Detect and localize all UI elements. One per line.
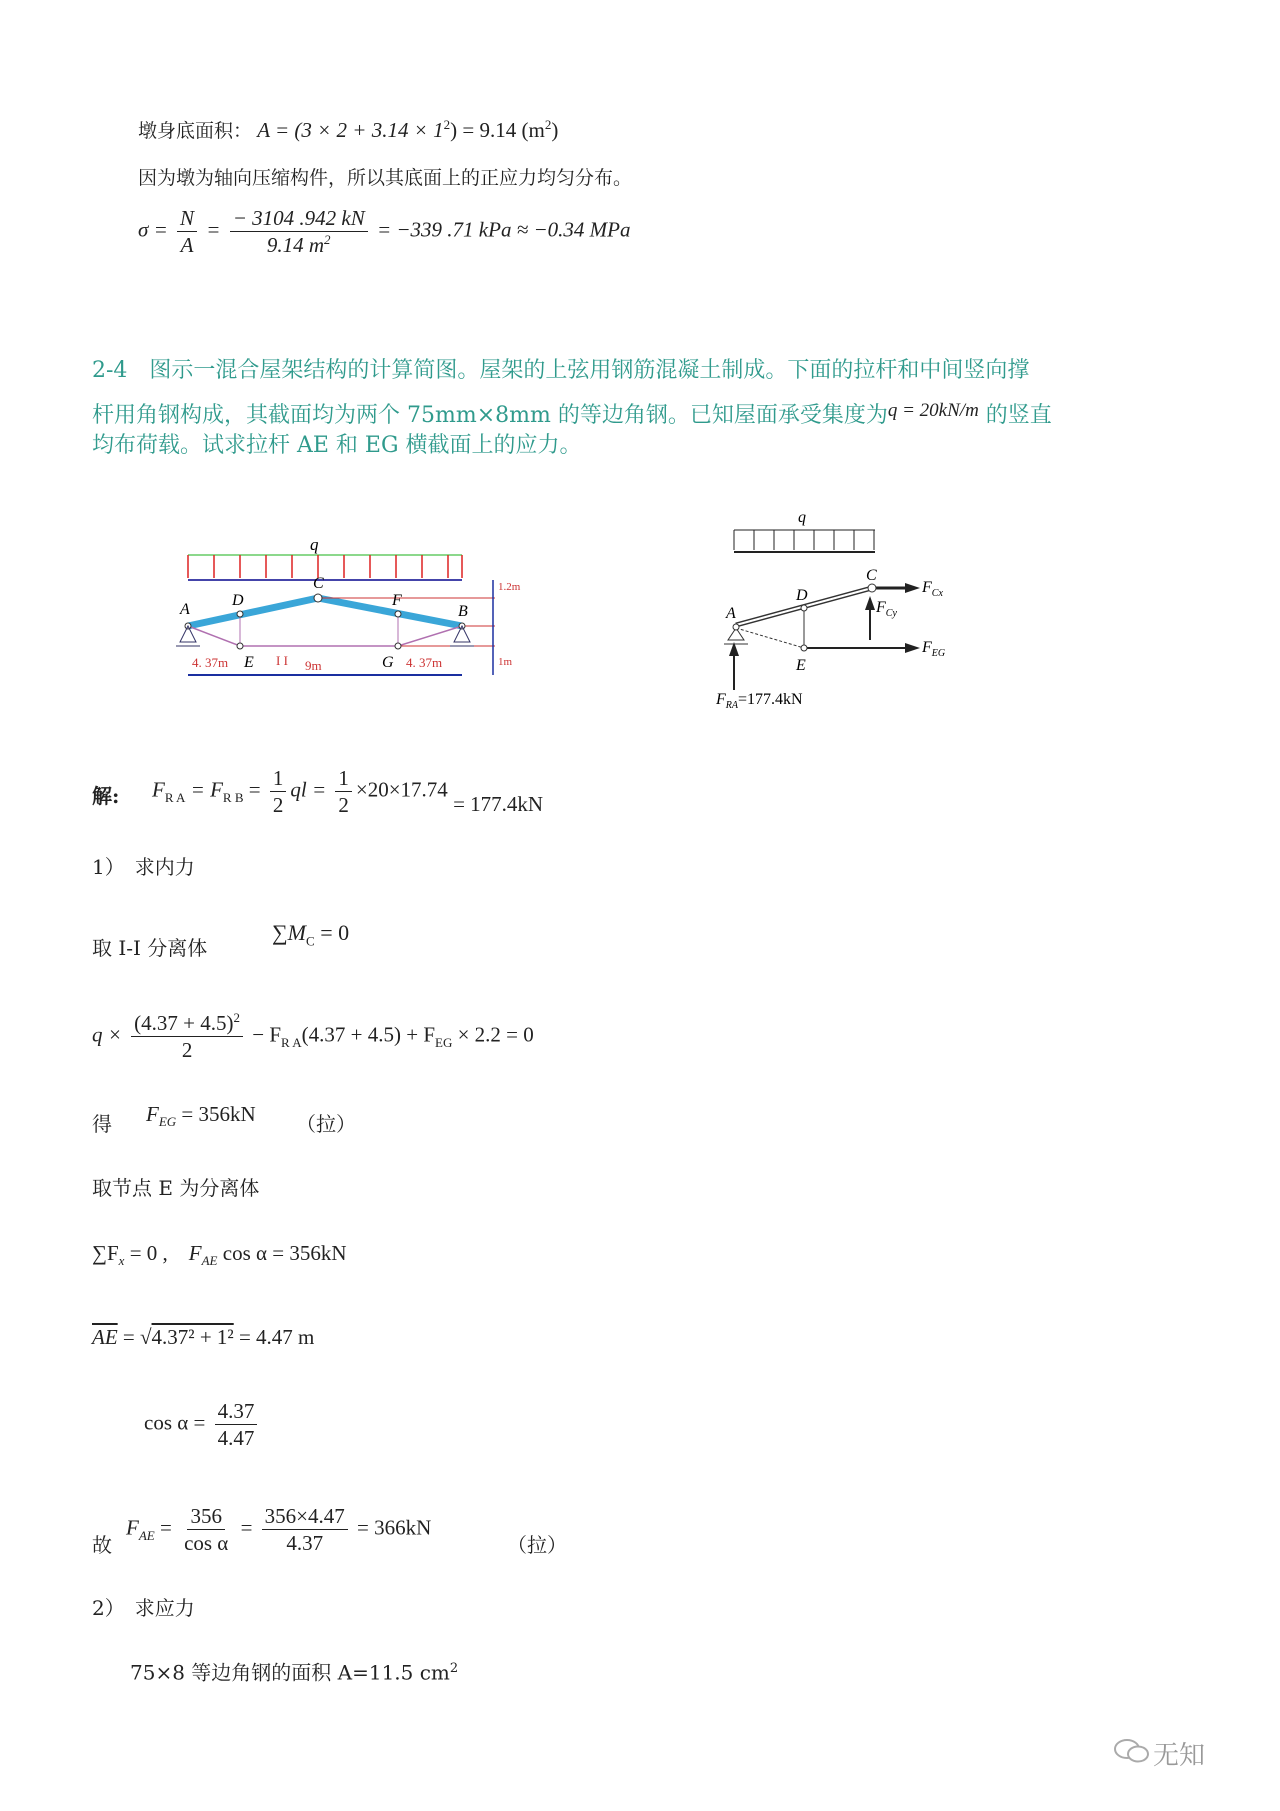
- sup: 2: [233, 1010, 241, 1025]
- cos-alpha-equation: [144, 1398, 261, 1452]
- moment-equation: [92, 1010, 534, 1064]
- take-section: 取 I-I 分离体: [92, 936, 208, 960]
- label-q: q: [310, 535, 319, 554]
- eq: = 0 ,: [124, 1241, 168, 1265]
- num: 1: [270, 765, 287, 792]
- ae-length-equation: [92, 1327, 314, 1348]
- arrowhead: [905, 583, 920, 593]
- label-d: D: [796, 587, 808, 604]
- label-fcy: $F_{Cy}$: [876, 599, 897, 619]
- arrowhead: [905, 643, 920, 653]
- load-arrows: [188, 555, 462, 578]
- label-q: q: [798, 509, 806, 526]
- sigma-formula: σ = $\frac{N}{A}$ = $\frac{- 3104 .942 kN}{9.14 m^2}$ = −339 .71 kPa ≈ −0.34 MPa: [138, 206, 631, 258]
- tension-note-2: （拉）: [507, 1533, 567, 1557]
- sub: EG: [158, 1114, 177, 1130]
- label-fcx: $F_{Cx}$: [922, 579, 943, 599]
- q-value: q = 20kN/m: [887, 400, 979, 421]
- den: [264, 232, 334, 258]
- sub: AE: [138, 1527, 155, 1543]
- eq: =: [159, 1515, 172, 1540]
- label-height-bottom: 1m: [498, 656, 513, 668]
- result: = 366kN: [357, 1515, 432, 1540]
- label-a: A: [180, 601, 190, 618]
- den: 2: [338, 793, 349, 818]
- label-e: E: [796, 657, 806, 674]
- truss-diagram: [180, 510, 521, 700]
- label-feg: $F_{EG}$: [922, 639, 946, 659]
- root: 4.37² + 1²: [151, 1325, 234, 1349]
- den: 4.47: [217, 1426, 255, 1451]
- feg-result: [146, 1104, 256, 1128]
- fraction: [131, 1010, 243, 1064]
- label-a: A: [726, 605, 736, 622]
- den: cos α: [184, 1531, 229, 1556]
- label-g: G: [382, 654, 394, 671]
- den: 4.37: [286, 1531, 324, 1556]
- f: F: [146, 1102, 159, 1126]
- load-arrows: [734, 530, 874, 550]
- num: − 3104 .942 kN: [230, 205, 368, 232]
- num: 356×4.47: [262, 1503, 348, 1530]
- value: = 356kN: [176, 1102, 256, 1126]
- num: 1: [335, 765, 352, 792]
- label-section: I I: [276, 653, 288, 668]
- sum-fx-equation: [92, 1243, 347, 1267]
- label-e: E: [244, 654, 254, 671]
- label-c: C: [866, 567, 877, 584]
- reaction-formula: [152, 765, 543, 819]
- sum-moment: [272, 922, 349, 947]
- pier-area-line: [138, 118, 558, 141]
- step-2-heading: 2） 求应力: [92, 1596, 195, 1620]
- den: 2: [181, 1038, 193, 1063]
- sup: 2: [449, 1661, 459, 1676]
- num: N: [177, 205, 197, 232]
- ql: ql =: [290, 777, 327, 802]
- sum: ∑F: [92, 1241, 119, 1265]
- sub: AE: [201, 1253, 218, 1269]
- label-d: D: [232, 592, 244, 609]
- f: = F: [190, 777, 223, 802]
- label-fra: $F_{RA}=177.4kN$: [716, 691, 803, 711]
- area-label: 墩身底面积：: [138, 120, 253, 142]
- label-height-top: 1.2m: [498, 581, 521, 593]
- f: F: [188, 1241, 202, 1265]
- watermark: [1113, 1738, 1205, 1769]
- tension-note-1: （拉）: [296, 1112, 356, 1136]
- text: 的竖直: [978, 403, 1052, 428]
- mult: ×20×17.74: [355, 777, 448, 802]
- pier-note: 因为墩为轴向压缩构件，所以其底面上的正应力均匀分布。: [138, 167, 633, 189]
- fae-equation: [126, 1503, 431, 1557]
- gu-label: 故: [92, 1533, 112, 1557]
- problem-line-2: [92, 401, 1052, 427]
- sub: R A: [281, 1034, 302, 1050]
- arrowhead: [865, 596, 875, 610]
- result: = 4.47 m: [233, 1325, 315, 1349]
- sub: EG: [435, 1034, 453, 1050]
- term: − F: [252, 1022, 282, 1047]
- label-span-left: 4. 37m: [192, 655, 229, 670]
- den: A: [180, 233, 194, 258]
- de-label: 得: [92, 1112, 112, 1136]
- eq: =: [248, 777, 261, 802]
- free-body-diagram: [710, 500, 960, 710]
- eq: =: [240, 1515, 253, 1540]
- eq: = 0: [314, 920, 350, 945]
- sum: ∑M: [272, 920, 307, 945]
- label-b: B: [458, 603, 468, 620]
- watermark-text: 无知: [1153, 1741, 1206, 1771]
- sub: R B: [222, 789, 244, 805]
- angle-area: [130, 1662, 458, 1683]
- q: q ×: [92, 1022, 122, 1047]
- fraction: [177, 205, 197, 259]
- term: (4.37 + 4.5) + F: [301, 1022, 435, 1047]
- sub: R A: [164, 789, 186, 805]
- fraction: [230, 205, 368, 259]
- step-1-heading: 1） 求内力: [92, 855, 195, 879]
- den-text: 9.14 m: [266, 233, 325, 258]
- solution-label: 解:: [92, 784, 120, 808]
- take-node: 取节点 E 为分离体: [92, 1176, 260, 1200]
- sub: x: [118, 1253, 125, 1269]
- label-f: F: [392, 592, 402, 609]
- fraction: [215, 1398, 258, 1452]
- top-chord-left: [188, 598, 318, 626]
- term: × 2.2 = 0: [452, 1022, 534, 1047]
- label-c: C: [313, 575, 324, 592]
- sigma-result: = −339 .71 kPa ≈ −0.34 MPa: [376, 217, 631, 242]
- num: [131, 1010, 243, 1037]
- label: cos α =: [144, 1410, 206, 1435]
- sub: C: [306, 933, 315, 949]
- sup: 2: [324, 232, 331, 248]
- fraction: [181, 1503, 231, 1557]
- sup: 2: [544, 117, 552, 132]
- fraction: [270, 765, 287, 819]
- tie-rod: [188, 626, 462, 646]
- eq: = √: [117, 1325, 152, 1349]
- num: 356: [187, 1503, 225, 1530]
- area-text: 75×8 等边角钢的面积 A=11.5 cm: [130, 1660, 450, 1685]
- value: cos α = 356kN: [217, 1241, 347, 1265]
- problem-line-3: 均布荷载。试求拉杆 AE 和 EG 横截面上的应力。: [92, 433, 582, 458]
- f: F: [152, 777, 165, 802]
- label-span-right: 4. 37m: [406, 655, 443, 670]
- num-text: (4.37 + 4.5): [134, 1011, 234, 1035]
- fraction: [335, 765, 352, 819]
- sigma: σ =: [138, 217, 168, 242]
- top-chord-right: [318, 598, 462, 626]
- problem-line-1: 2-4 图示一混合屋架结构的计算简图。屋架的上弦用钢筋混凝土制成。下面的拉杆和中间竖向撑: [92, 358, 1030, 383]
- num: 4.37: [215, 1398, 258, 1425]
- area-formula: A = (3 × 2 + 3.14 × 1: [257, 118, 444, 142]
- area-result: ) = 9.14 (m: [450, 118, 545, 142]
- label-span-mid: 9m: [305, 658, 322, 673]
- reaction-result: = 177.4kN: [453, 791, 544, 816]
- text: 杆用角钢构成，其截面均为两个 75mm×8mm 的等边角钢。已知屋面承受集度为: [92, 403, 888, 428]
- ae: $\overline{AE}$: [92, 1325, 118, 1349]
- tie-ae: [736, 628, 804, 648]
- sup: 2: [443, 117, 451, 132]
- den: 2: [272, 793, 284, 818]
- paren: ): [551, 118, 559, 142]
- fraction: [262, 1503, 348, 1557]
- f: F: [126, 1515, 139, 1540]
- wechat-icon: [1113, 1738, 1153, 1769]
